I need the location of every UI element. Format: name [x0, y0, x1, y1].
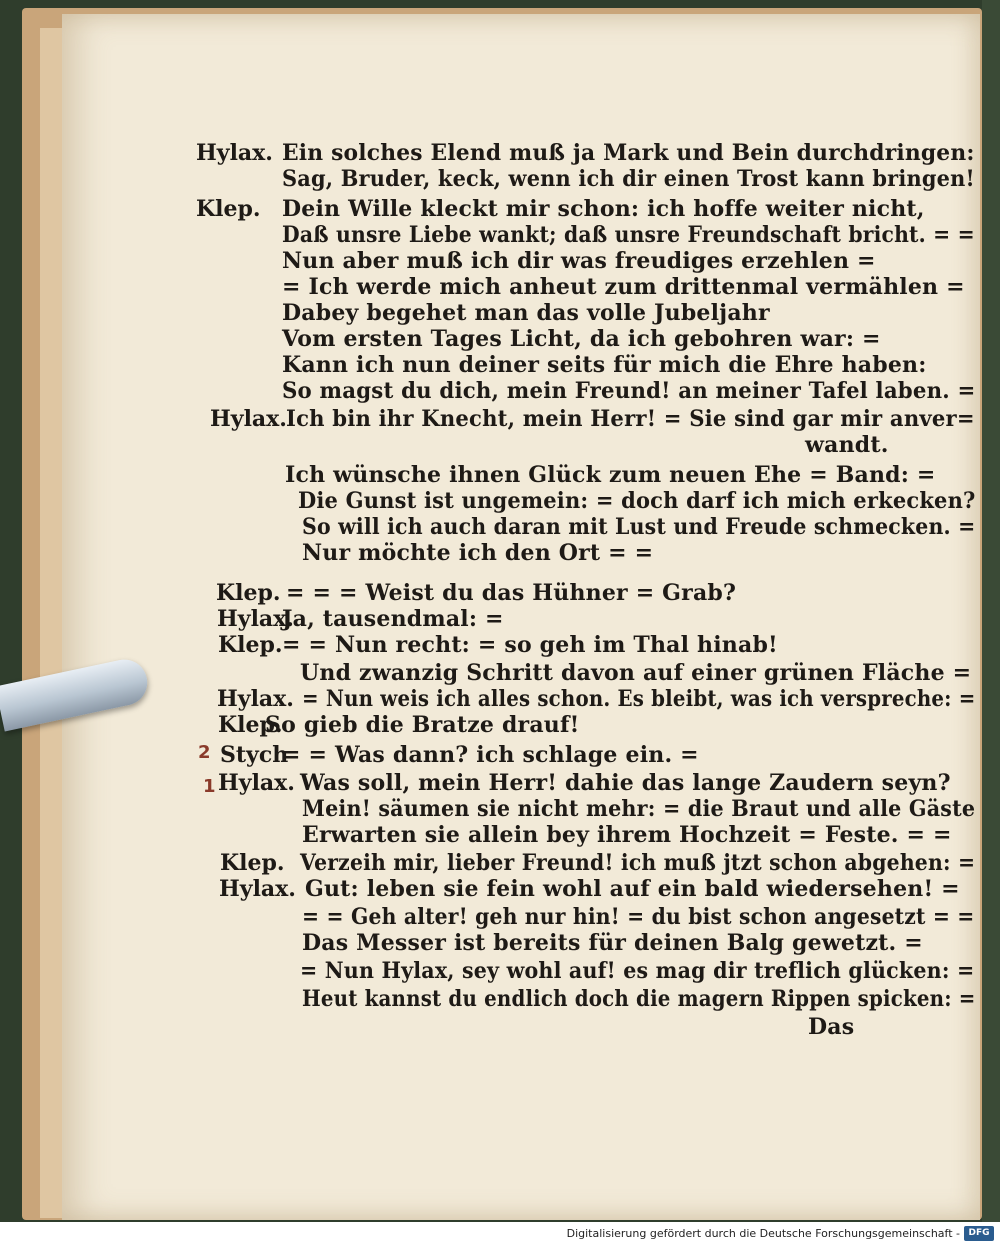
speaker-label: Stych — [220, 742, 289, 768]
speaker-label: Klep. — [220, 850, 285, 876]
verse-line: wandt. — [805, 432, 889, 458]
speaker-label: Hylax. — [217, 686, 294, 712]
verse-line: Mein! säumen sie nicht mehr: = die Braut und alle Gäste — [302, 796, 976, 822]
verse-line: Heut kannst du endlich doch die magern Rippen spicken: = — [302, 986, 976, 1012]
verse-line: Ja, tausendmal: = — [282, 606, 504, 632]
verse-line: So will ich auch daran mit Lust und Freude schmecken. = — [302, 514, 976, 540]
speaker-label: Klep. — [216, 580, 281, 606]
verse-line: Ich wünsche ihnen Glück zum neuen Ehe = Band: = — [285, 462, 936, 488]
verse-line: Das — [808, 1014, 855, 1040]
footer-bar — [0, 1222, 1000, 1247]
speaker-label: Hylax. — [219, 876, 296, 902]
verse-line: So gieb die Bratze drauf! — [265, 712, 580, 738]
verse-line: = Nun Hylax, sey wohl auf! es mag dir treflich glücken: = — [300, 958, 975, 984]
right-scan-border — [982, 0, 1000, 1222]
margin-note: 1 — [203, 776, 216, 797]
speaker-label: Hylax. — [196, 140, 273, 166]
verse-line: = Nun weis ich alles schon. Es bleibt, was ich verspreche: = — [302, 686, 976, 712]
speaker-label: Hylax. — [217, 606, 294, 632]
verse-line: Was soll, mein Herr! dahie das lange Zaudern seyn? — [300, 770, 951, 796]
verse-line: Nun aber muß ich dir was freudiges erzehlen = — [282, 248, 876, 274]
verse-line: Gut: leben sie fein wohl auf ein bald wiedersehen! = — [305, 876, 960, 902]
speaker-label: Hylax. — [210, 406, 287, 432]
speaker-label: Klep. — [218, 632, 283, 658]
verse-line: Sag, Bruder, keck, wenn ich dir einen Trost kann bringen! — [282, 166, 975, 192]
verse-line: Die Gunst ist ungemein: = doch darf ich mich erkecken? — [298, 488, 976, 514]
verse-line: Dabey begehet man das volle Jubeljahr — [282, 300, 770, 326]
dfg-logo: DFG — [964, 1226, 994, 1241]
verse-line: = = Was dann? ich schlage ein. = — [282, 742, 699, 768]
verse-line: = Ich werde mich anheut zum drittenmal vermählen = — [282, 274, 965, 300]
verse-line: Dein Wille kleckt mir schon: ich hoffe weiter nicht, — [282, 196, 925, 222]
speaker-label: Hylax. — [218, 770, 295, 796]
footer-credit: Digitalisierung gefördert durch die Deutsche Forschungsgemeinschaft - — [566, 1227, 960, 1240]
verse-line: Erwarten sie allein bey ihrem Hochzeit = Feste. = = — [302, 822, 952, 848]
verse-line: Und zwanzig Schritt davon auf einer grünen Fläche = — [300, 660, 972, 686]
speaker-label: Klep. — [196, 196, 261, 222]
speaker-label: Klep. — [218, 712, 283, 738]
verse-line: Vom ersten Tages Licht, da ich gebohren war: = — [282, 326, 881, 352]
verse-line: Nur möchte ich den Ort = = — [302, 540, 654, 566]
verse-line: Daß unsre Liebe wankt; daß unsre Freundschaft bricht. = = — [282, 222, 975, 248]
verse-line: Ich bin ihr Knecht, mein Herr! = Sie sind gar mir anver= — [286, 406, 975, 432]
verse-line: Verzeih mir, lieber Freund! ich muß jtzt schon abgehen: = — [300, 850, 976, 876]
verse-line: = = Nun recht: = so geh im Thal hinab! — [282, 632, 778, 658]
verse-line: = = Geh alter! geh nur hin! = du bist schon angesetzt = = — [302, 904, 975, 930]
verse-line: So magst du dich, mein Freund! an meiner Tafel laben. = — [282, 378, 976, 404]
verse-line: Ein solches Elend muß ja Mark und Bein durchdringen: — [282, 140, 975, 166]
margin-note: 2 — [198, 742, 211, 763]
verse-line: Das Messer ist bereits für deinen Balg gewetzt. = — [302, 930, 923, 956]
verse-line: = = = Weist du das Hühner = Grab? — [286, 580, 737, 606]
verse-line: Kann ich nun deiner seits für mich die Ehre haben: — [282, 352, 927, 378]
